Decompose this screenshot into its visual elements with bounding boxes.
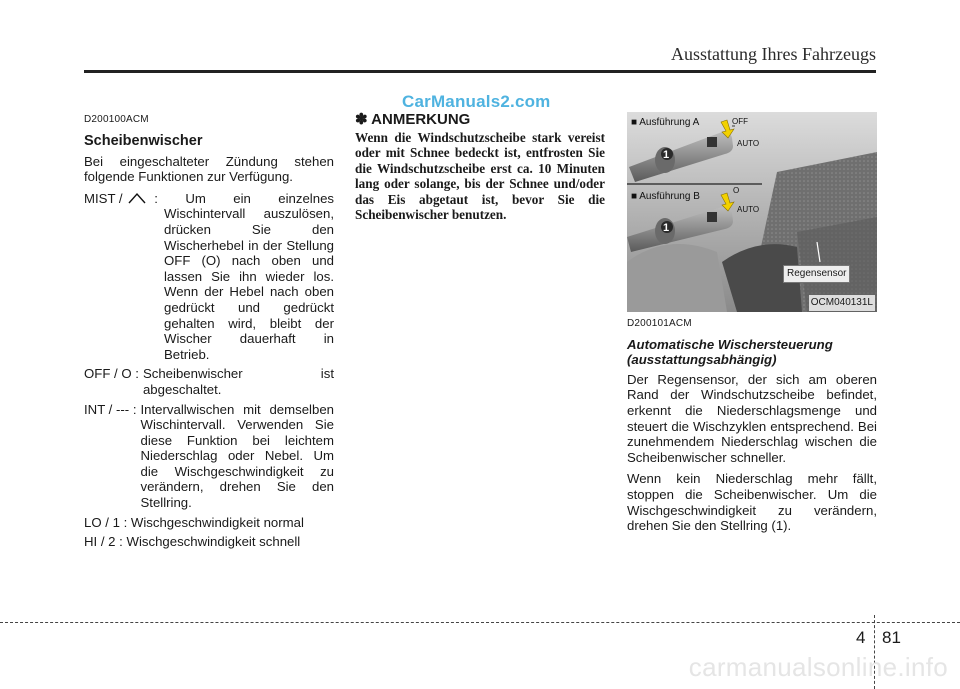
watermark-bottom: carmanualsonline.info — [688, 652, 948, 682]
wiper-figure — [627, 112, 877, 312]
figure-label-b: ■ Ausführung B — [631, 191, 700, 202]
hi-item: HI / 2 : Wischgeschwindigkeit schnell — [84, 534, 301, 550]
left-column — [84, 112, 334, 550]
mist-val-rest: Wischintervall auszulösen, drücken Sie den Wischerhebel in der Stellung OFF (O) nach oben und lassen Sie ihn wieder los. Wenn der Hebel nach oben gedrückt und gedrückt gehalten wird, bleibt der Wischer dauerhaft in Betrieb. — [164, 206, 334, 362]
mist-val-first: : Um ein einzelnes — [154, 190, 334, 206]
off-key: OFF / O : — [84, 366, 139, 382]
figure-label-a: ■ Ausführung A — [631, 117, 700, 128]
mist-item — [84, 191, 334, 363]
lo-item: LO / 1 : Wischgeschwindigkeit normal — [84, 514, 304, 530]
watermark-top: CarManuals2.com — [402, 92, 551, 111]
right-column — [627, 112, 877, 540]
regensensor-callout: Regensensor — [783, 265, 850, 283]
middle-column — [355, 112, 605, 223]
mist-key: MIST / — [84, 190, 123, 206]
note-title: ✽ ANMERKUNG — [355, 111, 471, 128]
section-heading: Scheibenwischer — [84, 132, 203, 149]
wiper-mist-icon — [126, 192, 148, 204]
callout-1-a: 1 — [663, 149, 670, 161]
off-item — [84, 366, 334, 397]
paragraph-1: Der Regensensor, der sich am oberen Rand der Windschutzscheibe befindet, erkennt die Niederschlagsmenge und steuert die Wischzyklen entsprechend. Bei zunehmendem Niederschlag wischen die Scheibenwischer schneller. — [627, 371, 877, 465]
paragraph-2: Wenn kein Niederschlag mehr fällt, stoppen die Scheibenwischer. Um die Wischgeschwindigkeit zu verändern, drehen Sie den Stellring (1). — [627, 471, 877, 534]
chapter-title: Ausstattung Ihres Fahrzeugs — [671, 44, 876, 64]
section-number: 4 — [856, 628, 866, 647]
subsection-heading: Automatische Wischersteuerung (ausstattungsabhängig) — [627, 336, 833, 368]
callout-1-b: 1 — [663, 222, 670, 234]
figure-auto-b-label: AUTO — [737, 205, 760, 214]
intro-paragraph: Bei eingeschalteter Zündung stehen folgende Funktionen zur Verfügung. — [84, 153, 334, 185]
int-item — [84, 402, 334, 511]
section-code: D200100ACM — [84, 114, 149, 125]
footer-rule — [0, 622, 960, 623]
figure-o-label: O — [733, 186, 740, 195]
figure-auto-a-label: AUTO — [737, 139, 760, 148]
int-key: INT / --- : — [84, 401, 137, 417]
note-body: Wenn die Windschutzscheibe stark vereist oder mit Schnee bedeckt ist, entfrosten Sie die Windschutzscheibe erst ca. 10 Minuten lang oder solange, bis der Schnee und/oder das Eis abgetaut ist, bevor Sie die Scheibenwischer benutzen. — [355, 129, 605, 223]
subsection-code: D200101ACM — [627, 318, 692, 329]
page-number: 81 — [882, 628, 901, 647]
off-val: Scheibenwischer ist abgeschaltet. — [142, 366, 334, 397]
int-val: Intervallwischen mit demselben Wischintervall. Verwenden Sie diese Funktion bei leichtem Niederschlag oder Nebel. Um die Wischgeschwindigkeit zu verändern, drehen Sie den Stellring. — [140, 401, 334, 511]
figure-code: OCM040131L — [809, 295, 875, 311]
header-rule — [84, 70, 876, 73]
figure-off-label: OFF — [732, 117, 748, 126]
